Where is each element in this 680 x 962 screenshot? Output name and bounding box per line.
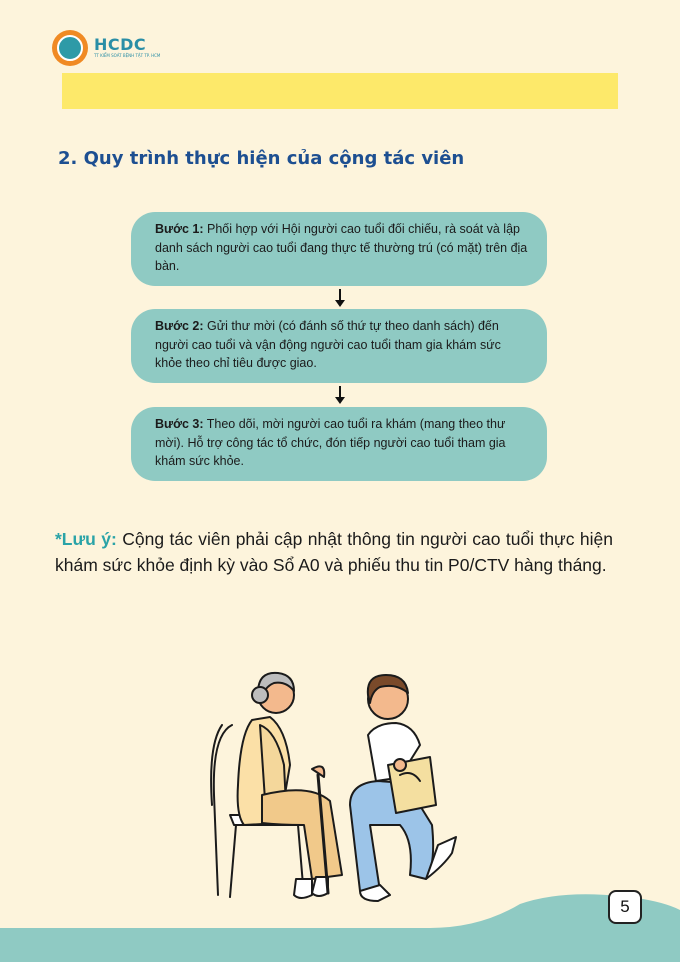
step-2-box: [131, 309, 547, 383]
logo-name: HCDC: [94, 35, 147, 54]
step-label: Bước 2:: [155, 319, 204, 333]
hcdc-logo: [52, 30, 160, 66]
note-text: Cộng tác viên phải cập nhật thông tin người cao tuổi thực hiện khám sức khỏe định kỳ vào Sổ A0 và phiếu thu tin P0/CTV hàng tháng.: [55, 529, 613, 575]
down-arrow-icon: [339, 386, 341, 402]
note-label: *Lưu ý:: [55, 529, 117, 549]
section-heading: 2. Quy trình thực hiện của cộng tác viên: [58, 148, 465, 169]
step-label: Bước 1:: [155, 222, 204, 236]
step-text: Theo dõi, mời người cao tuổi ra khám (mang theo thư mời). Hỗ trợ công tác tổ chức, đón tiếp người cao tuổi tham gia khám sức khỏe.: [155, 417, 506, 468]
step-3-box: [131, 407, 547, 481]
hcdc-emblem-icon: [52, 30, 88, 66]
note-paragraph: [55, 526, 613, 578]
step-text: Gửi thư mời (có đánh số thứ tự theo danh sách) đến người cao tuổi và vận động người cao tuổi tham gia khám sức khỏe theo chỉ tiêu được giao.: [155, 319, 501, 370]
step-text: Phối hợp với Hội người cao tuổi đối chiếu, rà soát và lập danh sách người cao tuổi đang thực tế thường trú (có mặt) trên địa bàn.: [155, 222, 528, 273]
logo-subtitle: TT KIỂM SOÁT BỆNH TẬT TP. HCM: [94, 53, 161, 58]
header-accent-bar: [62, 73, 618, 109]
step-label: Bước 3:: [155, 417, 204, 431]
step-1-box: [131, 212, 547, 286]
elderly-checkup-illustration: [200, 665, 480, 910]
down-arrow-icon: [339, 289, 341, 305]
page-number: 5: [608, 890, 642, 924]
footer-wave: [0, 890, 680, 962]
